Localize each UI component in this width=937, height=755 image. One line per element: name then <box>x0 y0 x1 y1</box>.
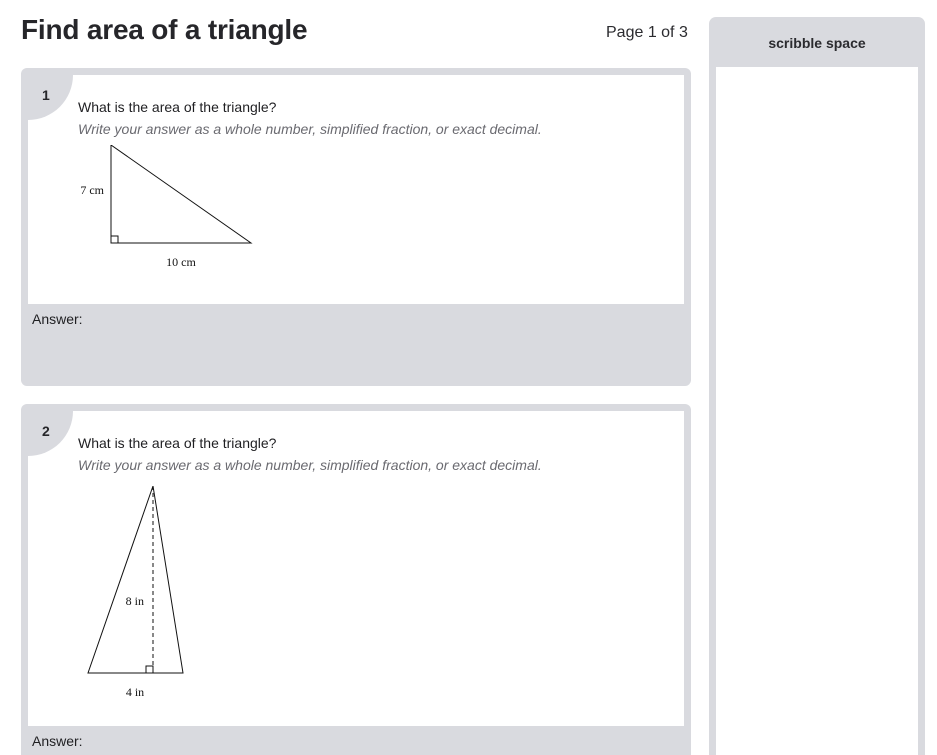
question-instruction: Write your answer as a whole number, simplified fraction, or exact decimal. <box>78 121 542 137</box>
question-instruction: Write your answer as a whole number, simplified fraction, or exact decimal. <box>78 457 542 473</box>
height-label: 7 cm <box>80 183 104 197</box>
triangle-shape <box>111 145 251 243</box>
page-title: Find area of a triangle <box>21 14 308 45</box>
answer-label: Answer: <box>32 311 83 327</box>
right-triangle-figure <box>73 145 273 275</box>
scribble-title: scribble space <box>768 35 866 51</box>
question-body <box>28 75 684 304</box>
scribble-area[interactable] <box>716 67 918 755</box>
acute-triangle-figure <box>73 486 273 711</box>
scribble-panel <box>709 17 925 755</box>
question-body <box>28 411 684 726</box>
question-number-tab <box>28 411 73 456</box>
question-number-tab <box>28 75 73 120</box>
question-card-1 <box>21 68 691 386</box>
base-label: 10 cm <box>166 255 196 269</box>
right-angle-marker <box>111 236 118 243</box>
triangle-shape <box>88 486 183 673</box>
question-prompt: What is the area of the triangle? <box>78 435 277 451</box>
base-label: 4 in <box>125 685 145 699</box>
answer-label: Answer: <box>32 733 83 749</box>
question-card-2 <box>21 404 691 755</box>
height-label: 8 in <box>125 594 144 608</box>
question-prompt: What is the area of the triangle? <box>78 99 277 115</box>
right-angle-marker <box>146 666 153 673</box>
question-number: 2 <box>42 423 50 439</box>
page-indicator: Page 1 of 3 <box>606 24 688 41</box>
question-number: 1 <box>42 87 50 103</box>
